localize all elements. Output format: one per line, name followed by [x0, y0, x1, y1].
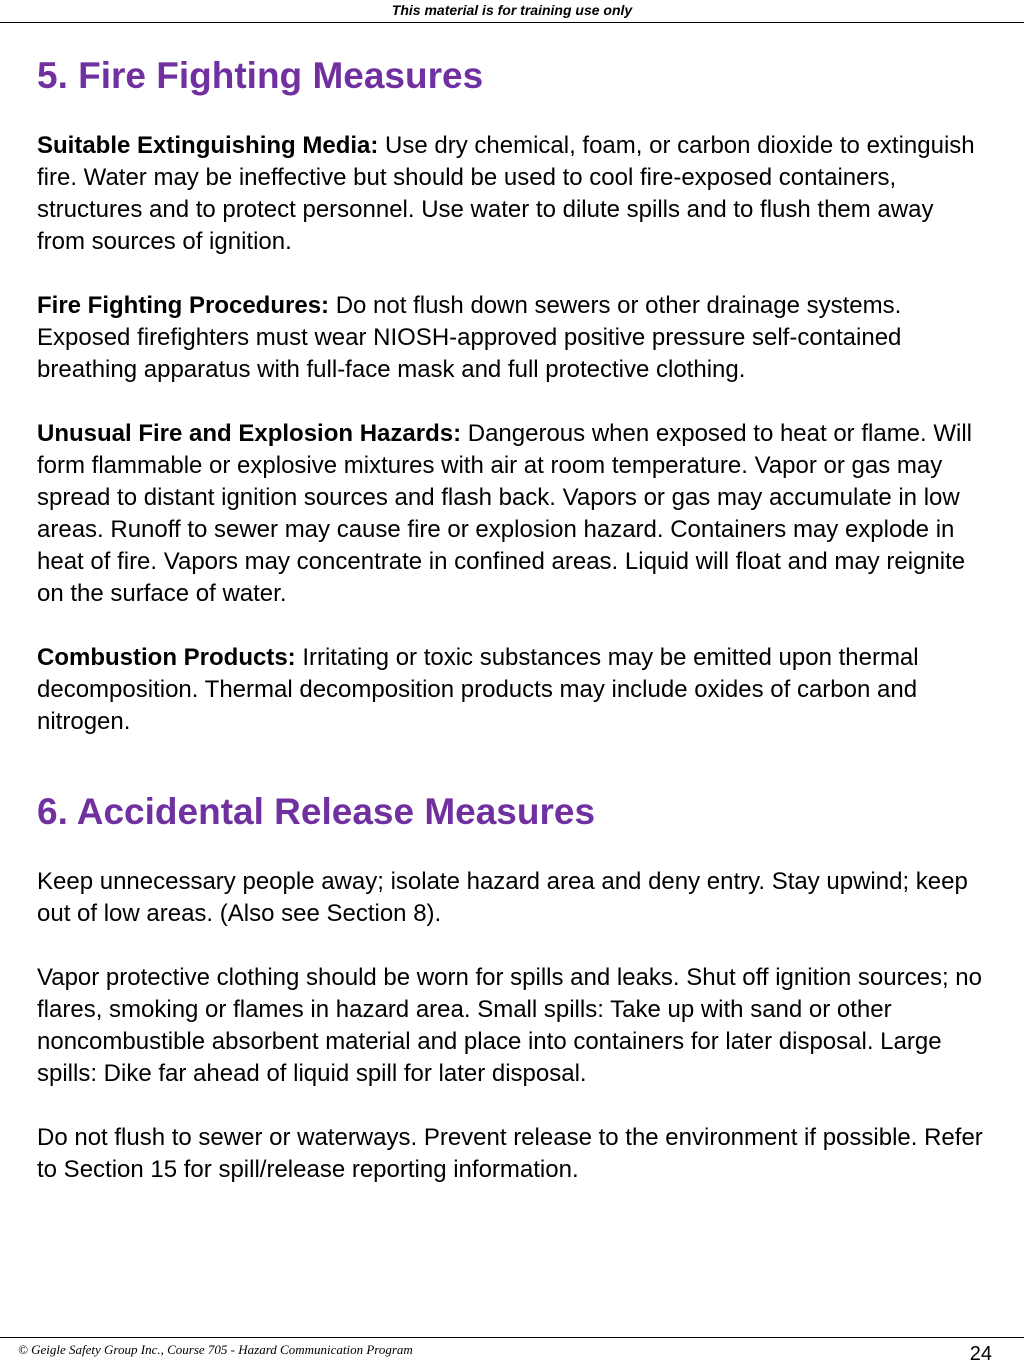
footer-divider	[0, 1337, 1024, 1338]
paragraph-label: Unusual Fire and Explosion Hazards:	[37, 420, 462, 447]
paragraph-text: Use dry chemical, foam, or carbon dioxide to extinguish fire. Water may be ineffective but should be used to cool fire-exposed containers, structures and to protect personnel. Use water to dilute spills and to flush them away from sources of ignition.	[37, 132, 975, 255]
paragraph-release-keep-away: Keep unnecessary people away; isolate hazard area and deny entry. Stay upwind; keep out of low areas. (Also see Section 8).	[37, 868, 968, 927]
document-body	[37, 52, 987, 1186]
paragraph-label: Fire Fighting Procedures:	[37, 292, 330, 319]
paragraph-text: Irritating or toxic substances may be emitted upon thermal decomposition. Thermal decomposition products may include oxides of carbon and nitrogen.	[37, 644, 919, 735]
page-number: 24	[969, 1343, 992, 1365]
section-title-accidental-release: 6. Accidental Release Measures	[37, 791, 596, 832]
paragraph-extinguishing-media	[37, 130, 987, 258]
paragraph-label: Suitable Extinguishing Media:	[37, 132, 379, 159]
paragraph-text: Dangerous when exposed to heat or flame. Will form flammable or explosive mixtures with air at room temperature. Vapor or gas may spread to distant ignition sources and flash back. Vapors or gas may accumulate in low areas. Runoff to sewer may cause fire or explosion hazard. Containers may explode in heat of fire. Vapors may concentrate in confined areas. Liquid will float and may reignite on the surface of water.	[37, 420, 973, 607]
section-title-fire-fighting: 5. Fire Fighting Measures	[37, 55, 484, 96]
training-use-banner: This material is for training use only	[0, 0, 1024, 23]
footer-copyright: © Geigle Safety Group Inc., Course 705 - Hazard Communication Program	[18, 1342, 413, 1357]
paragraph-text: Do not flush down sewers or other drainage systems. Exposed firefighters must wear NIOSH-approved positive pressure self-contained breathing apparatus with full-face mask and full protective clothing.	[37, 292, 902, 383]
paragraph-combustion-products	[37, 642, 987, 738]
paragraph-release-waterways: Do not flush to sewer or waterways. Prevent release to the environment if possible. Refer to Section 15 for spill/release reporting information.	[37, 1124, 983, 1183]
paragraph-label: Combustion Products:	[37, 644, 296, 671]
paragraph-unusual-hazards	[37, 418, 987, 610]
paragraph-fire-fighting-procedures	[37, 290, 987, 386]
paragraph-release-protective-clothing: Vapor protective clothing should be worn for spills and leaks. Shut off ignition sources; no flares, smoking or flames in hazard area. Small spills: Take up with sand or other noncombustible absorbent material and place into containers for later disposal. Large spills: Dike far ahead of liquid spill for later disposal.	[37, 964, 982, 1087]
